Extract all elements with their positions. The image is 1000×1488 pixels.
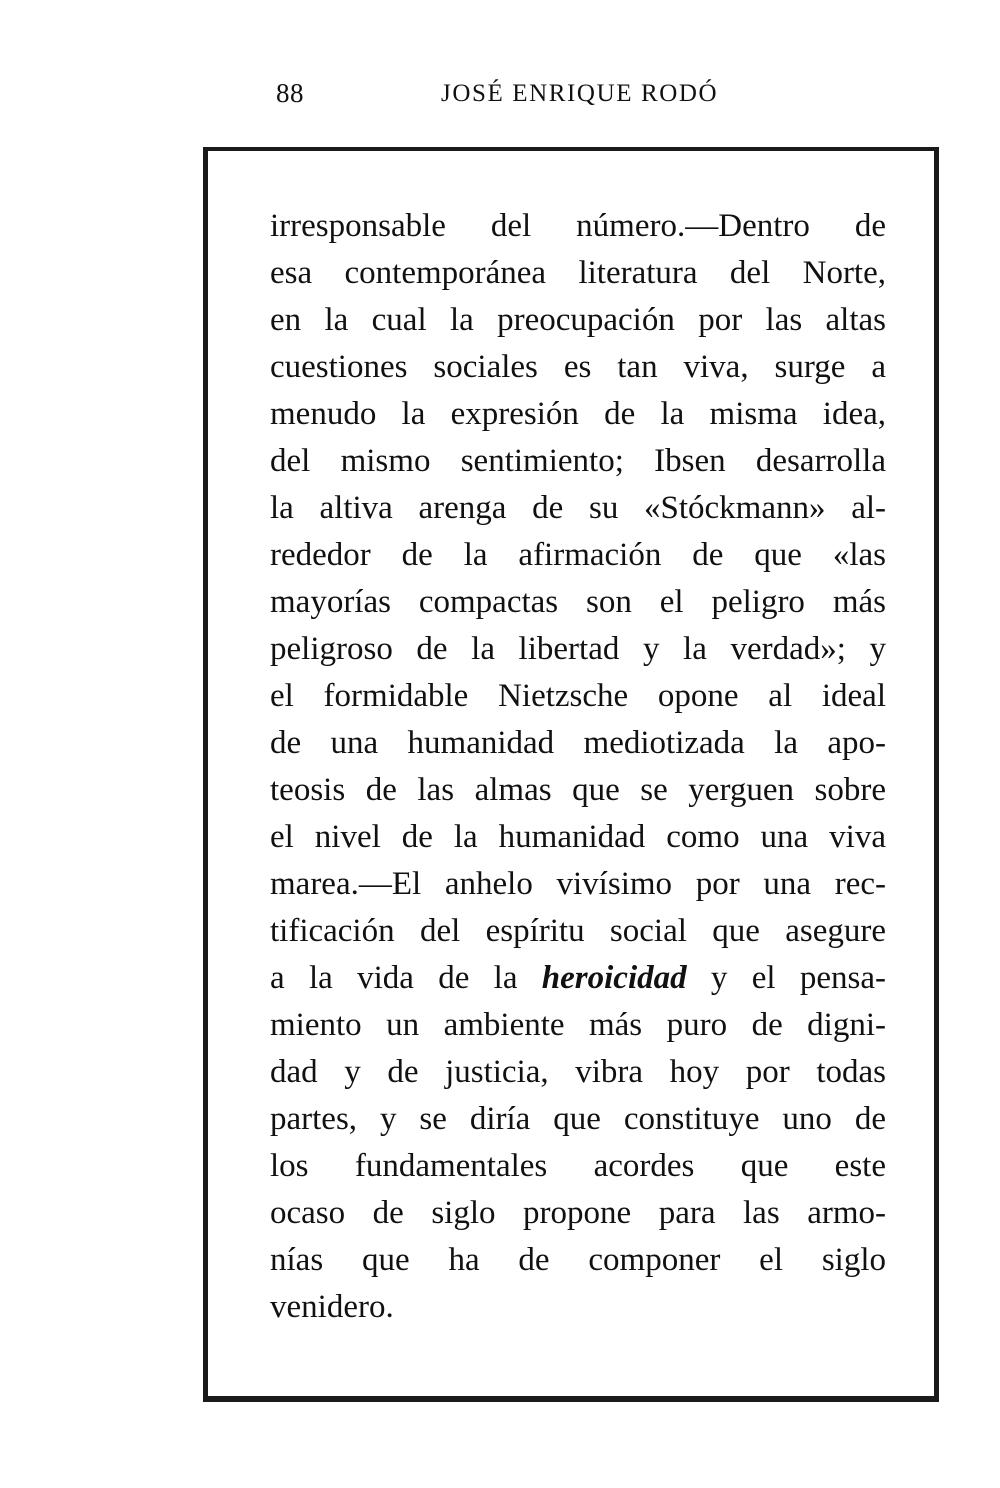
text-line: de una humanidad mediotizada la apo- bbox=[270, 725, 886, 761]
text-line: ocaso de siglo propone para las armo- bbox=[270, 1195, 886, 1231]
text-line: partes, y se diría que constituye uno de bbox=[270, 1101, 886, 1137]
line-segment: y el pensa- bbox=[686, 960, 886, 996]
text-line: peligroso de la libertad y la verdad»; y bbox=[270, 631, 886, 667]
text-line: en la cual la preocupación por las altas bbox=[270, 302, 886, 338]
italic-word: heroicidad bbox=[541, 960, 687, 996]
text-line: dad y de justicia, vibra hoy por todas bbox=[270, 1054, 886, 1090]
text-line: del mismo sentimiento; Ibsen desarrolla bbox=[270, 443, 886, 479]
text-line: marea.—El anhelo vivísimo por una rec- bbox=[270, 866, 886, 902]
text-line: mayorías compactas son el peligro más bbox=[270, 584, 886, 620]
text-line: rededor de la afirmación de que «las bbox=[270, 537, 886, 573]
line-segment: a la vida de la bbox=[270, 960, 542, 996]
text-line-italic bbox=[270, 955, 886, 1002]
body-text bbox=[270, 203, 886, 1331]
text-line: teosis de las almas que se yerguen sobre bbox=[270, 772, 886, 808]
text-line: la altiva arenga de su «Stóckmann» al- bbox=[270, 490, 886, 526]
text-line-last: venidero. bbox=[270, 1289, 394, 1325]
text-line: menudo la expresión de la misma idea, bbox=[270, 396, 886, 432]
text-line: el nivel de la humanidad como una viva bbox=[270, 819, 886, 855]
text-line: esa contemporánea literatura del Norte, bbox=[270, 255, 886, 291]
text-line: el formidable Nietzsche opone al ideal bbox=[270, 678, 886, 714]
text-line: los fundamentales acordes que este bbox=[270, 1148, 886, 1184]
page-number: 88 bbox=[276, 78, 304, 108]
text-line: miento un ambiente más puro de digni- bbox=[270, 1007, 886, 1043]
text-line: tificación del espíritu social que asegure bbox=[270, 913, 886, 949]
running-head: JOSÉ ENRIQUE RODÓ bbox=[441, 80, 719, 107]
text-line: cuestiones sociales es tan viva, surge a bbox=[270, 349, 886, 385]
text-line: nías que ha de componer el siglo bbox=[270, 1242, 886, 1278]
text-line: irresponsable del número.—Dentro de bbox=[270, 208, 886, 244]
